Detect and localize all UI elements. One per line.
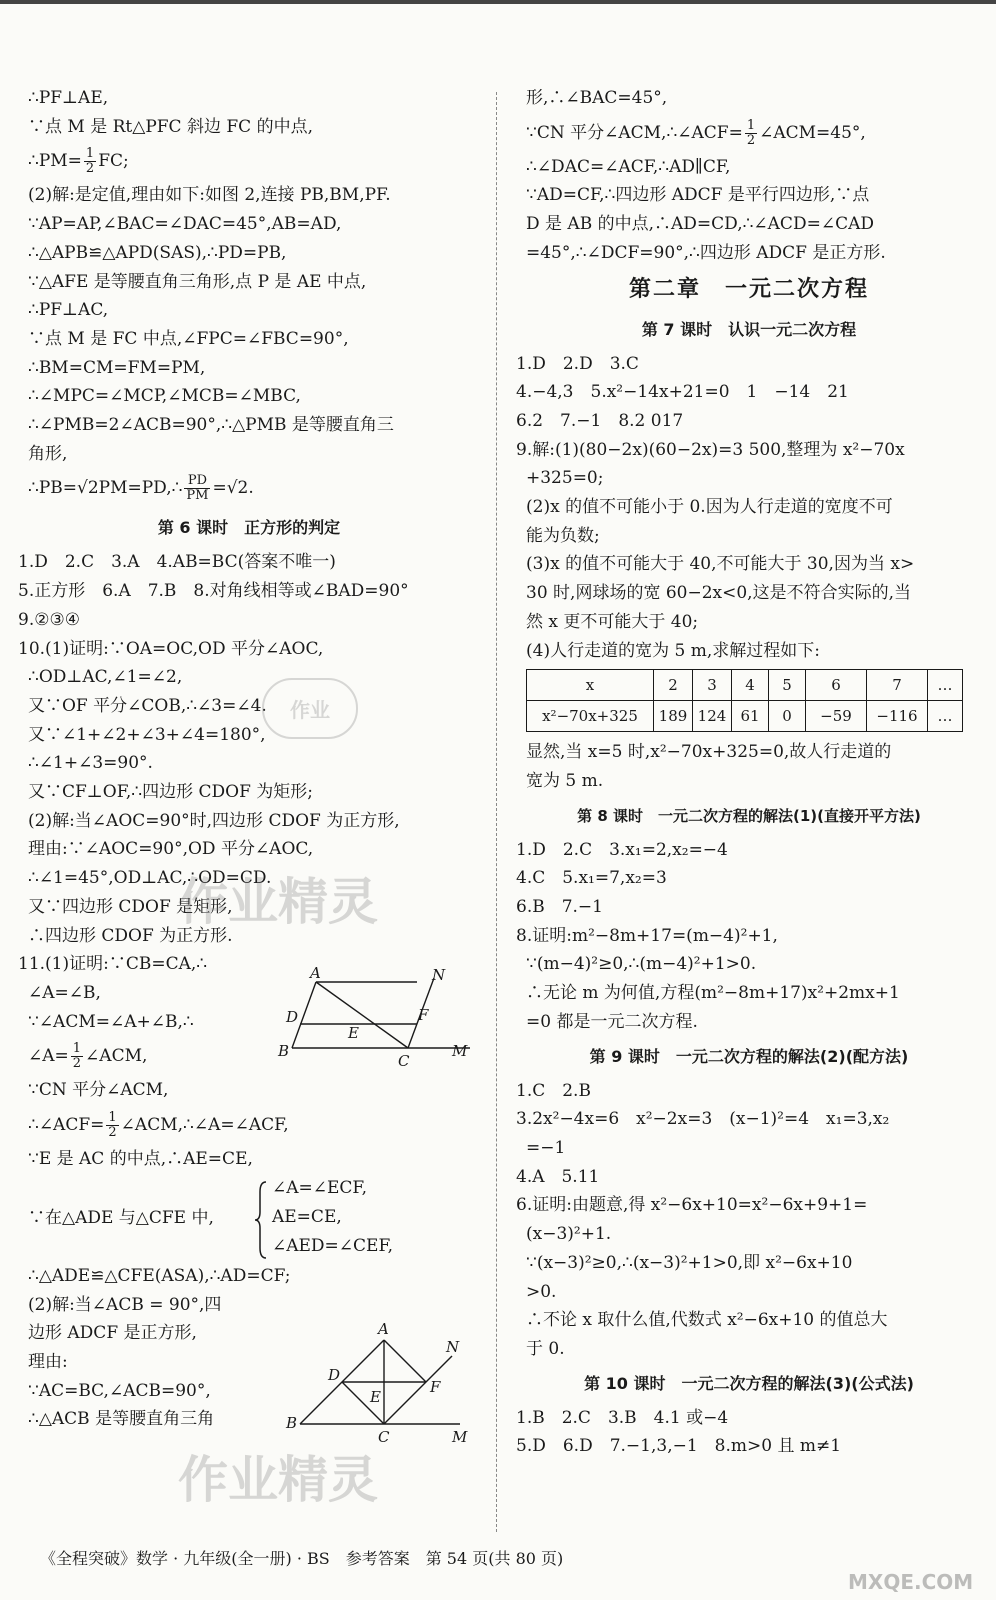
label-c: C <box>398 1052 410 1070</box>
lesson-heading-6: 第 6 课时 正方形的判定 <box>157 518 341 538</box>
geometry-figure-2 <box>280 1320 480 1460</box>
text-line: 能为负数; <box>526 525 600 546</box>
table-cell: x²−70x+325 <box>527 701 654 732</box>
fraction: $\frac{1}{2}$ <box>108 1110 117 1141</box>
text-line: ∵CN 平分∠ACM, <box>28 1080 169 1101</box>
label-e: E <box>370 1388 381 1406</box>
label-b: B <box>278 1042 290 1060</box>
text-line: 理由: <box>28 1351 68 1372</box>
brace-item: ∠A=∠ECF, <box>272 1177 367 1198</box>
value-table <box>526 669 963 732</box>
label-e: E <box>348 1024 359 1042</box>
page-footer: 《全程突破》数学 · 九年级(全一册) · BS 参考答案 第 54 页(共 80 页) <box>40 1549 564 1568</box>
label-n: N <box>432 966 446 984</box>
answer-line: 6.证明:由题意,得 x²−6x+10=x²−6x+9+1= <box>516 1195 868 1216</box>
chapter-title: 第二章 一元二次方程 <box>628 276 869 302</box>
text-line: ∴∠PMB=2∠ACB=90°,∴△PMB 是等腰直角三 <box>28 415 394 436</box>
text-line: ∴△ACB 是等腰直角三角 <box>28 1409 215 1430</box>
text-line: 又∵四边形 CDOF 是矩形, <box>28 896 233 917</box>
text-line: 又∵OF 平分∠COB,∴∠3=∠4. <box>28 695 267 716</box>
text-line: ∵E 是 AC 的中点,∴AE=CE, <box>28 1149 253 1170</box>
answer-line: 8.证明:m²−8m+17=(m−4)²+1, <box>516 925 778 946</box>
text-line: ∵点 M 是 Rt△PFC 斜边 FC 的中点, <box>28 116 313 137</box>
brace-icon <box>254 1180 268 1260</box>
table-row <box>527 670 963 701</box>
right-column <box>512 84 986 1461</box>
label-n: N <box>446 1338 460 1356</box>
text-line: ∴△ADE≌△CFE(ASA),∴AD=CF; <box>28 1265 291 1286</box>
text-line: >0. <box>526 1281 557 1302</box>
line-cn <box>384 1356 452 1424</box>
table-cell: 0 <box>769 701 806 732</box>
text-line: 显然,当 x=5 时,x²−70x+325=0,故人行走道的 <box>526 742 892 763</box>
table-cell: 124 <box>693 701 732 732</box>
label-c: C <box>378 1428 390 1446</box>
geometry-figure-1 <box>272 966 482 1070</box>
watermark-stamp: 作业 <box>262 678 358 739</box>
answer-line: 10.(1)证明:∵OA=OC,OD 平分∠AOC, <box>18 638 324 659</box>
answer-line: 9.②③④ <box>18 609 80 630</box>
text-line: ∴PM= $\frac{1}{2}$ FC; <box>28 146 129 177</box>
text-line: 宽为 5 m. <box>526 770 604 791</box>
text-line: ∵(m−4)²≥0,∴(m−4)²+1>0. <box>526 954 757 975</box>
text-line: ∴四边形 CDOF 为正方形. <box>28 925 233 946</box>
table-cell: −116 <box>867 701 928 732</box>
text-line: 角形, <box>28 443 68 464</box>
answer-line: 1.D 2.C 3.A 4.AB=BC(答案不唯一) <box>18 552 336 573</box>
answer-line: 1.C 2.B <box>516 1080 591 1101</box>
text-line: ∵点 M 是 FC 中点,∠FPC=∠FBC=90°, <box>28 328 349 349</box>
label-m: M <box>452 1428 468 1446</box>
text-line: ∴∠MPC=∠MCP,∠MCB=∠MBC, <box>28 386 301 407</box>
table-cell: 2 <box>654 670 693 701</box>
label-f: F <box>418 1006 429 1024</box>
label-a: A <box>310 966 321 982</box>
table-cell: 3 <box>693 670 732 701</box>
label-d: D <box>328 1366 341 1384</box>
fraction: $\frac{1}{2}$ <box>746 117 756 148</box>
text-line: ∴PF⊥AE, <box>28 88 109 108</box>
answer-line: 9.解:(1)(80−2x)(60−2x)=3 500,整理为 x²−70x <box>516 439 905 460</box>
text-line: ∵CN 平分∠ACM,∴∠ACF= $\frac{1}{2}$ ∠ACM=45°, <box>526 117 866 148</box>
fraction: $\frac{PD}{PM}$ <box>186 473 209 504</box>
table-cell: 4 <box>732 670 769 701</box>
text-line: =45°,∴∠DCF=90°,∴四边形 ADCF 是正方形. <box>526 242 886 263</box>
text-line: ∠A=∠B, <box>28 982 101 1003</box>
brace-block <box>14 1174 484 1262</box>
text-line: ∴PF⊥AC, <box>28 300 109 321</box>
text-line: ∴∠ACF= $\frac{1}{2}$ ∠ACM,∴∠A=∠ACF, <box>28 1110 289 1141</box>
text-line: (2)x 的值不可能小于 0.因为人行走道的宽度不可 <box>526 497 893 518</box>
text-line: ∵∠ACM=∠A+∠B,∴ <box>28 1011 194 1032</box>
text-line: ∵AC=BC,∠ACB=90°, <box>28 1380 211 1401</box>
answer-line: 1.D 2.D 3.C <box>516 353 639 374</box>
lesson-heading-10: 第 10 课时 一元二次方程的解法(3)(公式法) <box>584 1373 914 1393</box>
table-cell: −59 <box>806 701 867 732</box>
brace-items <box>272 1174 393 1261</box>
answer-line: 5.正方形 6.A 7.B 8.对角线相等或∠BAD=90° <box>18 581 409 602</box>
line-af <box>384 1340 426 1382</box>
text-line: ∵△AFE 是等腰直角三角形,点 P 是 AE 中点, <box>28 271 367 292</box>
text-line: (x−3)²+1. <box>526 1224 612 1245</box>
lesson-heading-7: 第 7 课时 认识一元二次方程 <box>641 319 857 339</box>
text-line: ∵AD=CF,∴四边形 ADCF 是平行四边形,∵点 <box>526 185 870 206</box>
table-cell: … <box>928 670 963 701</box>
table-cell: 7 <box>867 670 928 701</box>
lesson-heading-8: 第 8 课时 一元二次方程的解法(1)(直接开平方法) <box>577 806 921 825</box>
text-line: (3)x 的值不可能大于 40,不可能大于 30,因为当 x> <box>526 554 915 575</box>
answer-line: 11.(1)证明:∵CB=CA,∴ <box>18 954 208 975</box>
label-b: B <box>286 1414 298 1432</box>
fraction: $\frac{1}{2}$ <box>72 1041 82 1072</box>
text-line: 于 0. <box>526 1338 565 1359</box>
watermark-text: 作业精灵 <box>178 873 378 931</box>
text-line: ∠A= $\frac{1}{2}$ ∠ACM, <box>28 1041 148 1072</box>
text-line: =−1 <box>526 1137 566 1158</box>
answer-line: 3.2x²−4x=6 x²−2x=3 (x−1)²=4 x₁=3,x₂ <box>516 1109 890 1130</box>
text-line: ∵在△ADE 与△CFE 中, <box>28 1207 214 1228</box>
text-line: ∴BM=CM=FM=PM, <box>28 357 206 378</box>
text-line: ∴∠DAC=∠ACF,∴AD∥CF, <box>526 156 731 177</box>
text-line: ∴OD⊥AC,∠1=∠2, <box>28 667 183 688</box>
text-line: 边形 ADCF 是正方形, <box>28 1323 197 1344</box>
site-watermark: MXQE.COM <box>848 1570 974 1594</box>
answer-line: 4.C 5.x₁=7,x₂=3 <box>516 868 667 889</box>
answer-line: 4.−4,3 5.x²−14x+21=0 1 −14 21 <box>516 382 849 403</box>
table-cell: 189 <box>654 701 693 732</box>
text-line: (2)解:是定值,理由如下:如图 2,连接 PB,BM,PF. <box>28 185 391 206</box>
text-line: 又∵∠1+∠2+∠3+∠4=180°, <box>28 724 266 745</box>
text-line: ∴∠1=45°,OD⊥AC,∴OD=CD. <box>28 868 272 889</box>
answer-line: 6.B 7.−1 <box>516 897 603 918</box>
answer-line: 5.D 6.D 7.−1,3,−1 8.m>0 且 m≠1 <box>516 1436 842 1457</box>
answer-line: 6.2 7.−1 8.2 017 <box>516 410 684 431</box>
text-line: 又∵CF⊥OF,∴四边形 CDOF 为矩形; <box>28 782 313 803</box>
text-line: ∵AP=AP,∠BAC=∠DAC=45°,AB=AD, <box>28 214 342 235</box>
watermark-text: 作业精灵 <box>178 1451 378 1509</box>
label-m: M <box>452 1042 468 1060</box>
left-column <box>14 84 484 1434</box>
text-line: 理由:∵∠AOC=90°,OD 平分∠AOC, <box>28 839 314 860</box>
answer-line: 1.D 2.C 3.x₁=2,x₂=−4 <box>516 839 728 860</box>
text-line: ∴∠1+∠3=90°. <box>28 753 153 774</box>
answer-line: 1.B 2.C 3.B 4.1 或−4 <box>516 1407 729 1428</box>
column-divider <box>496 92 497 1532</box>
label-f: F <box>430 1378 441 1396</box>
text-line: +325=0; <box>526 468 604 489</box>
table-cell: 61 <box>732 701 769 732</box>
text-line: D 是 AB 的中点,∴AD=CD,∴∠ACD=∠CAD <box>526 214 874 235</box>
text-line: (2)解:当∠ACB = 90°,四 <box>28 1294 222 1315</box>
table-cell: … <box>928 701 963 732</box>
top-border <box>0 0 996 4</box>
text-line: (2)解:当∠AOC=90°时,四边形 CDOF 为正方形, <box>28 810 400 831</box>
table-cell: 5 <box>769 670 806 701</box>
table-row <box>527 701 963 732</box>
label-d: D <box>286 1008 299 1026</box>
table-cell: x <box>527 670 654 701</box>
label-a: A <box>378 1320 389 1338</box>
text-line: (4)人行走道的宽为 5 m,求解过程如下: <box>526 640 820 661</box>
line-ac <box>316 982 408 1048</box>
answer-line: 4.A 5.11 <box>516 1166 600 1187</box>
brace-item: AE=CE, <box>272 1206 342 1227</box>
text-line: 形,∴∠BAC=45°, <box>526 88 668 108</box>
text-line: 30 时,网球场的宽 60−2x<0,这是不符合实际的,当 <box>526 583 911 604</box>
fraction: $\frac{1}{2}$ <box>85 146 95 177</box>
lesson-heading-9: 第 9 课时 一元二次方程的解法(2)(配方法) <box>589 1046 909 1066</box>
text-line: ∴△APB≌△APD(SAS),∴PD=PB, <box>28 242 287 263</box>
brace-item: ∠AED=∠CEF, <box>272 1235 394 1256</box>
text-line: ∴PB=√2PM=PD,∴ $\frac{PD}{PM}$ =√2. <box>28 473 254 504</box>
text-line: ∵(x−3)²≥0,∴(x−3)²+1>0,即 x²−6x+10 <box>526 1252 853 1273</box>
text-line: ∴不论 x 取什么值,代数式 x²−6x+10 的值总大 <box>526 1310 888 1331</box>
text-line: 然 x 更不可能大于 40; <box>526 611 699 632</box>
table-cell: 6 <box>806 670 867 701</box>
text-line: ∴无论 m 为何值,方程(m²−8m+17)x²+2mx+1 <box>526 983 900 1004</box>
text-line: =0 都是一元二次方程. <box>526 1011 698 1032</box>
